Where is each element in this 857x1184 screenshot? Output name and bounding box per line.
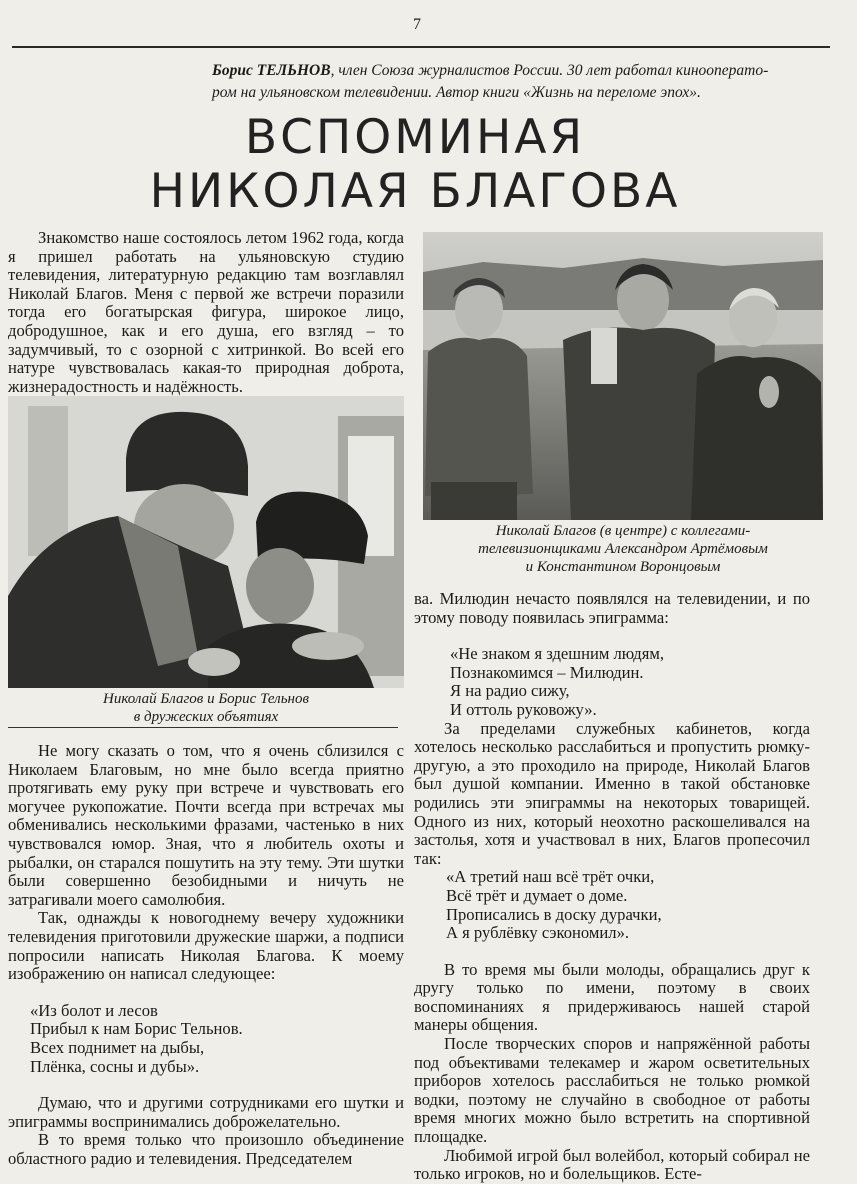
caption-line: Николай Благов и Борис Тельнов [103,691,309,707]
right-column [414,590,810,1184]
poem-line: Всё трёт и думает о доме. [446,885,628,905]
paragraph: В то время мы были молоды, обращались друг к другу только по имени, поэтому в своих воспоминаниях я придерживаюсь нашей старой манеры общения. [414,959,810,1035]
poem-glasses [414,868,810,942]
poem-line: Прибыл к нам Борис Тельнов. [30,1019,243,1039]
paragraph: Думаю, что и другими сотрудниками его шутки и эпиграммы воспринимались доброжелательно. [8,1093,404,1131]
poem-line: «Не знаком я здешним людям, [450,644,665,664]
caption-rule [8,727,398,728]
caption-line: Николай Благов (в центре) с коллегами- [495,523,751,539]
author-bio-2: ром на ульяновском телевидении. Автор книги «Жизнь на переломе эпох». [212,84,701,101]
intro-paragraph-block [8,229,404,396]
caption-line: в дружеских объятиях [133,709,279,725]
article-title-line-2: НИКОЛАЯ БЛАГОВА [149,164,681,219]
poem-line: «А третий наш всё трёт очки, [446,867,655,887]
photo-blagov-telnov [8,396,404,688]
photo-three-colleagues [423,232,823,520]
poem-line: А я рублёвку сэкономил». [446,923,630,943]
caption-line: телевизионщиками Александром Артёмовым [478,541,768,557]
header-rule [12,46,830,48]
poem-line: Прописались в доску дурачки, [446,904,662,924]
paragraph: За пределами служебных кабинетов, когда хотелось несколько расслабиться и пропустить рюмку-другую, а это проходило на природе, Николай Благов был душой компании. Именно в такой обстановке родились эти эпиграммы на некоторых товарищей. Одного из них, который неохотно раскошеливался на застолья, хотя и участвовал в них, Благов пропесочил так: [414,718,810,868]
poem-line: Я на радио сижу, [450,681,570,701]
caption-blagov-telnov [8,690,404,726]
caption-line: и Константином Воронцовым [525,559,721,575]
caption-three-colleagues [423,522,823,576]
poem-line: И оттоль руковожу». [450,699,597,719]
poem-telnov [8,1002,404,1076]
poem-line: Всех поднимет на дыбы, [30,1037,205,1057]
poem-line: Плёнка, сосны и дубы». [30,1056,200,1076]
author-byline [212,60,812,104]
poem-line: «Из болот и лесов [30,1000,158,1020]
paragraph: ва. Милюдин нечасто появлялся на телевидении, и по этому поводу появилась эпиграмма: [414,589,810,627]
paragraph: В то время только что произошло объединение областного радио и телевидения. Председателем [8,1130,404,1168]
poem-line: Познакомимся – Милюдин. [450,662,644,682]
paragraph: Не могу сказать о том, что я очень сблизился с Николаем Благовым, но мне было всегда приятно протягивать ему руку при встрече и чувствовать его могучее рукопожатие. Почти всегда при встречах мы обменивались несколькими фразами, частенько в них чувствовался юмор. Зная, что я любитель охоты и рыбалки, он старался пошутить на эту тему. Эти шутки были совершенно безобидными и ничуть не затрагивали моего самолюбия. [8,741,404,909]
author-bio-1: , член Союза журналистов России. 30 лет работал кинооперато- [330,62,769,79]
paragraph: После творческих споров и напряжённой работы под объективами телекамер и жаром осветительных приборов хотелось расслабиться не только рюмкой водки, поэтому не случайно в свободное от работы время многих можно было встретить на спортивной площадке. [414,1034,810,1147]
left-column [8,742,404,1168]
poem-milyudin [414,645,810,719]
article-title-line-1: ВСПОМИНАЯ [244,110,586,165]
page-number: 7 [413,16,421,33]
paragraph: Любимой игрой был волейбол, который собирал не только игроков, но и болельщиков. Есте- [414,1145,810,1184]
paragraph: Так, однажды к новогоднему вечеру художники телевидения приготовили дружеские шаржи, а подписи попросили написать Николая Благова. К моему изображению он написал следующее: [8,908,404,984]
intro-paragraph: Знакомство наше состоялось летом 1962 года, когда я пришел работать на ульяновскую студию телевидения, литературную редакцию там возглавлял Николай Благов. Меня с первой же встречи поразили тогда его богатырская фигура, широкое лицо, добродушное, как и его душа, его взгляд – то задумчивый, то с озорной с хитринкой. Во всей его натуре чувствовалась какая-то природная доброта, жизнерадостность и надёжность. [8,228,405,396]
author-name: Борис ТЕЛЬНОВ [212,62,331,79]
